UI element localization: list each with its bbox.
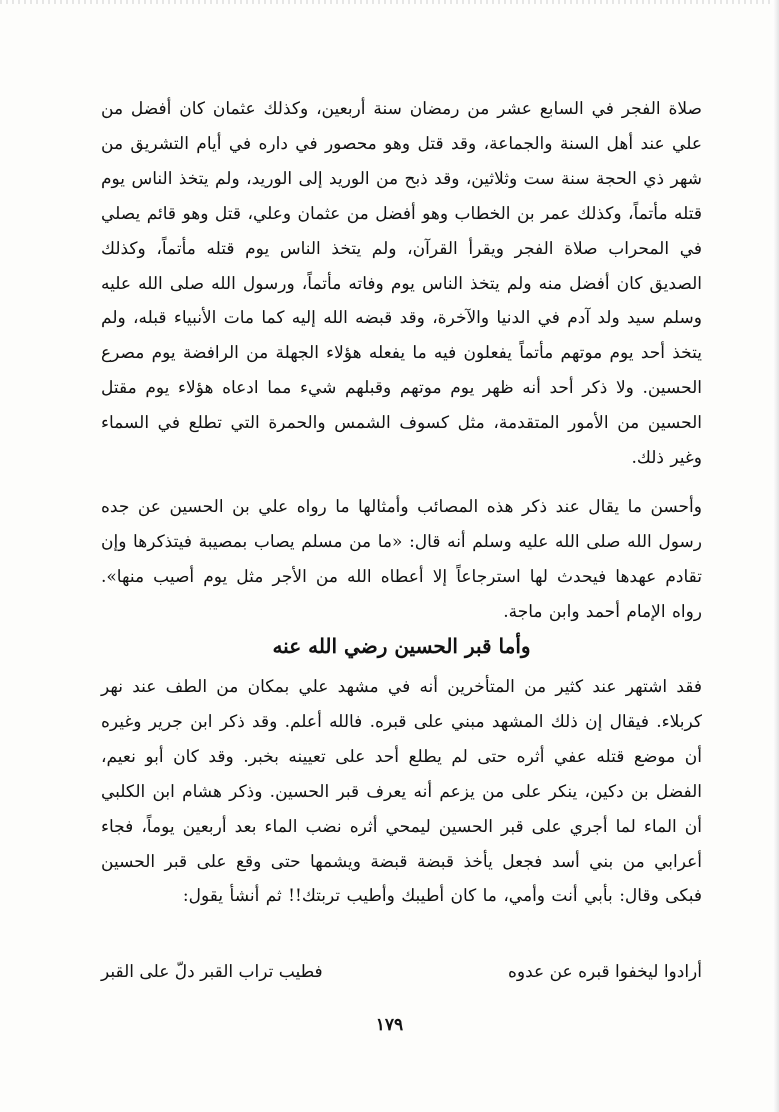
verse-first-hemistich: أرادوا ليخفوا قبره عن عدوه (508, 962, 702, 982)
scan-edge-top (0, 0, 779, 4)
page-number: ١٧٩ (375, 1015, 404, 1035)
paragraph-hadith (101, 490, 702, 630)
paragraph-text: وأحسن ما يقال عند ذكر هذه المصائب وأمثالها ما رواه علي بن الحسين عن جده رسول الله صلى الله عليه وسلم أنه قال: «ما من مسلم يصاب بمصيبة فيتذكرها وإن تقادم عهدها فيحدث لها استرجاعاً إلا أعطاه الله من الأجر مثل يوم أصيب منها». رواه الإمام أحمد وابن ماجة. (101, 497, 702, 622)
paragraph-text: صلاة الفجر في السابع عشر من رمضان سنة أربعين، وكذلك عثمان كان أفضل من علي عند أهل السنة والجماعة، وقد قتل وهو محصور في داره في أيام التشريق من شهر ذي الحجة سنة ست وثلاثين، وقد ذبح من الوريد إلى الوريد، ولم يتخذ الناس يوم قتله مأتماً، وكذلك عمر بن الخطاب وهو أفضل من عثمان وعلي، قتل وهو قائم يصلي في المحراب صلاة الفجر ويقرأ القرآن، ولم يتخذ الناس يوم قتله مأتماً، وكذلك الصديق كان أفضل منه ولم يتخذ الناس يوم وفاته مأتماً، ورسول الله صلى الله عليه وسلم سيد ولد آدم في الدنيا والآخرة، وقد قبضه الله إليه كما مات الأنبياء قبله، ولم يتخذ أحد يوم موتهم مأتماً يفعلون فيه ما يفعله هؤلاء الجهلة من الرافضة يوم مصرع الحسين. ولا ذكر أحد أنه ظهر يوم موتهم وقبلهم شيء مما ادعاه هؤلاء يوم مقتل الحسين من الأمور المتقدمة، مثل كسوف الشمس والحمرة التي تطلع في السماء وغير ذلك. (101, 99, 702, 469)
paragraph-text: فقد اشتهر عند كثير من المتأخرين أنه في مشهد علي بمكان من الطف عند نهر كربلاء. فيقال إن ذلك المشهد مبني على قبره. فالله أعلم. وقد ذكر ابن جرير وغيره أن موضع قتله عفي أثره حتى لم يطلع أحد على تعيينه بخبر. وقد كان أبو نعيم، الفضل بن دكين، ينكر على من يزعم أنه يعرف قبر الحسين. وذكر هشام ابن الكلبي أن الماء لما أجري على قبر الحسين ليمحي أثره نضب الماء بعد أربعين يوماً، فجاء أعرابي من بني أسد فجعل يأخذ قبضة قبضة ويشمها حتى وقع على قبر الحسين فبكى وقال: بأبي أنت وأمي، ما كان أطيبك وأطيب تربتك!! ثم أنشأ يقول: (101, 677, 702, 907)
paragraph-grave (101, 670, 702, 914)
verse-second-hemistich: فطيب تراب القبر دلّ على القبر (101, 962, 323, 982)
section-heading: وأما قبر الحسين رضي الله عنه (272, 634, 531, 658)
paragraph-continuation (101, 92, 702, 476)
poetry-verse (101, 955, 702, 989)
scan-edge-right (773, 0, 779, 1112)
